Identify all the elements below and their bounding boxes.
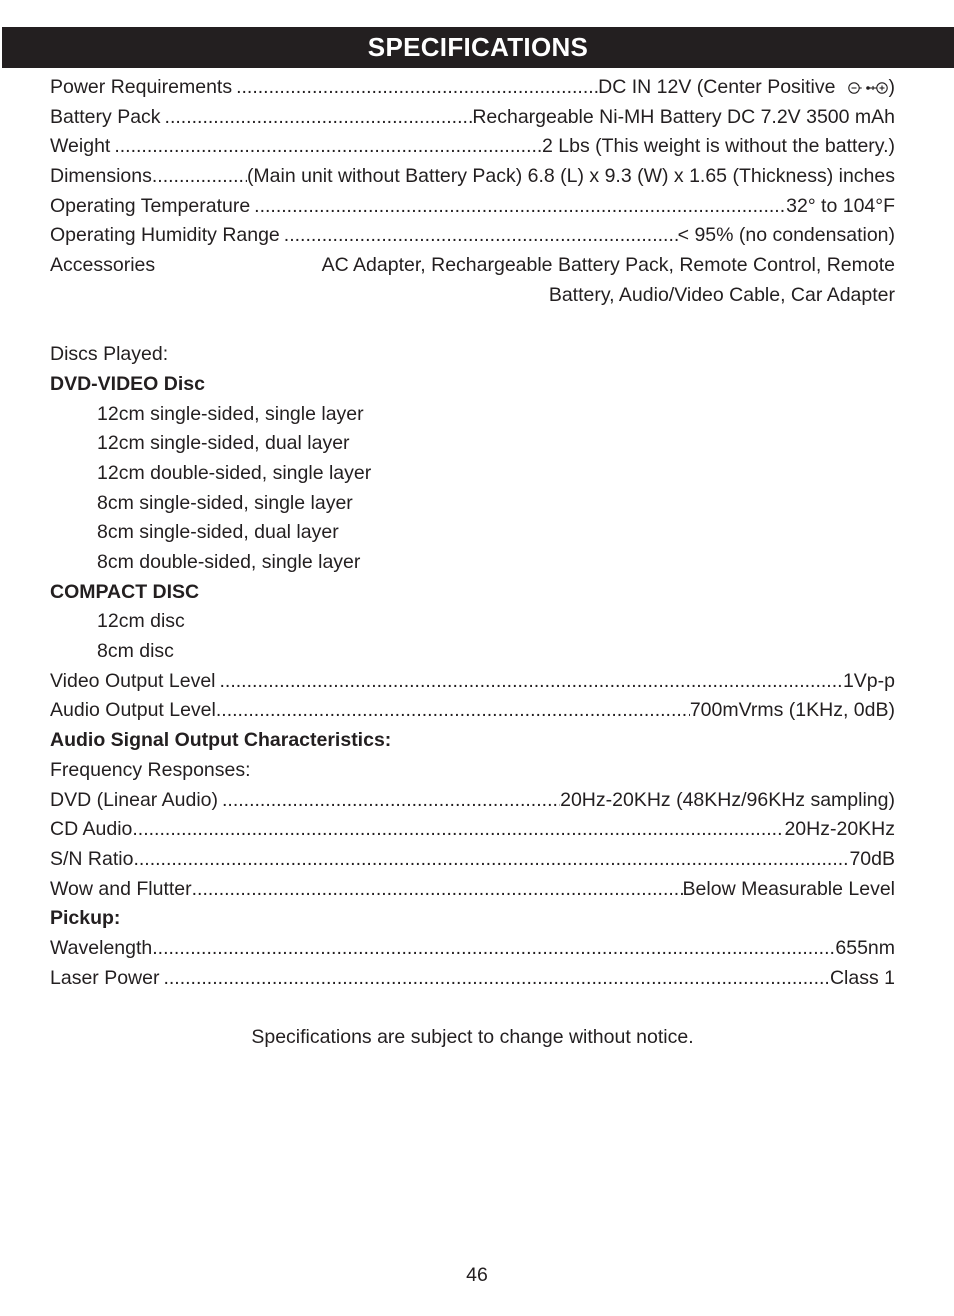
spec-laser-power	[50, 964, 895, 994]
spec-value: 1Vp-p	[842, 669, 895, 692]
section-title: SPECIFICATIONS	[2, 27, 954, 68]
list-item: 8cm disc	[97, 640, 174, 663]
spec-battery	[50, 103, 895, 133]
dot-leader	[133, 845, 849, 875]
dot-leader	[192, 875, 683, 905]
spec-wavelength	[50, 934, 895, 964]
accessories-line-2: Battery, Audio/Video Cable, Car Adapter	[548, 283, 895, 306]
dot-leader	[163, 964, 830, 994]
dot-leader	[152, 934, 835, 964]
spec-weight	[50, 132, 895, 162]
spec-value: 2 Lbs (This weight is without the battery.)	[542, 135, 895, 158]
spec-video-output	[50, 667, 895, 697]
dot-leader	[216, 696, 690, 726]
dot-leader	[254, 192, 786, 222]
list-item: 12cm double-sided, single layer	[97, 461, 372, 484]
list-item: 8cm double-sided, single layer	[97, 551, 361, 574]
change-notice: Specifications are subject to change without notice.	[251, 1026, 694, 1049]
frequency-heading: Frequency Responses:	[50, 758, 251, 781]
spec-value: 700mVrms (1KHz, 0dB)	[689, 699, 895, 722]
dot-leader	[222, 786, 560, 816]
dot-leader	[152, 162, 247, 192]
spec-value: < 95% (no condensation)	[677, 224, 895, 247]
dot-leader	[114, 132, 542, 162]
spec-value: 70dB	[849, 847, 895, 870]
spec-label: DVD (Linear Audio)	[50, 788, 218, 811]
dot-leader	[220, 667, 843, 697]
specifications-body	[50, 73, 895, 1053]
spec-sn-ratio	[50, 845, 895, 875]
pickup-title: Pickup:	[50, 907, 121, 930]
spec-wow-flutter	[50, 875, 895, 905]
spec-accessories	[50, 251, 895, 310]
dot-leader	[284, 221, 678, 251]
spec-value: Rechargeable Ni-MH Battery DC 7.2V 3500 mAh	[472, 105, 895, 128]
spec-dimensions	[50, 162, 895, 192]
spec-label: Dimensions	[50, 165, 152, 188]
spec-value	[322, 251, 895, 310]
spec-label: Weight	[50, 135, 111, 158]
spec-label: Battery Pack	[50, 105, 161, 128]
spec-label: Operating Humidity Range	[50, 224, 280, 247]
spec-temperature	[50, 192, 895, 222]
spec-label: Wow and Flutter	[50, 877, 192, 900]
center-positive-polarity-icon	[848, 80, 888, 96]
dot-leader	[236, 73, 598, 103]
spec-value: Below Measurable Level	[682, 877, 895, 900]
spec-value: 20Hz-20KHz (48KHz/96KHz sampling)	[560, 788, 895, 811]
dot-leader	[132, 815, 784, 845]
list-item: 12cm single-sided, dual layer	[97, 432, 350, 455]
spec-value: Class 1	[829, 966, 895, 989]
spec-value: DC IN 12V (Center Positive )	[598, 76, 895, 98]
list-item: 12cm single-sided, single layer	[97, 402, 364, 425]
spec-label: Accessories	[50, 254, 156, 277]
accessories-line-1: AC Adapter, Rechargeable Battery Pack, Remote Control, Remote	[321, 254, 895, 277]
spec-label: Operating Temperature	[50, 194, 251, 217]
compact-disc-title: COMPACT DISC	[50, 580, 200, 603]
audio-signal-title: Audio Signal Output Characteristics:	[50, 729, 392, 752]
spec-label: Video Output Level	[50, 669, 216, 692]
spec-value: 20Hz-20KHz	[784, 818, 895, 841]
spec-label: Laser Power	[50, 966, 160, 989]
spec-cd-audio	[50, 815, 895, 845]
spec-value: 655nm	[835, 936, 895, 959]
spec-dvd-linear-audio	[50, 786, 895, 816]
spacer	[50, 993, 895, 1023]
list-item: 12cm disc	[97, 610, 185, 633]
dvd-disc-title: DVD-VIDEO Disc	[50, 372, 205, 395]
spec-value: 32° to 104°F	[786, 194, 895, 217]
spec-label: Wavelength	[50, 936, 153, 959]
spec-value: (Main unit without Battery Pack) 6.8 (L) x 9.3 (W) x 1.65 (Thickness) inches	[246, 165, 895, 188]
spec-label: S/N Ratio	[50, 847, 134, 870]
discs-heading: Discs Played:	[50, 343, 169, 366]
spec-audio-output	[50, 696, 895, 726]
spec-humidity	[50, 221, 895, 251]
spec-label: Power Requirements	[50, 76, 233, 98]
spec-power	[50, 73, 895, 103]
spacer	[50, 311, 895, 341]
spec-label: CD Audio	[50, 818, 133, 841]
list-item: 8cm single-sided, dual layer	[97, 521, 339, 544]
dot-leader	[165, 103, 473, 133]
list-item: 8cm single-sided, single layer	[97, 491, 353, 514]
page-number: 46	[466, 1264, 488, 1286]
spec-label: Audio Output Level	[50, 699, 216, 722]
